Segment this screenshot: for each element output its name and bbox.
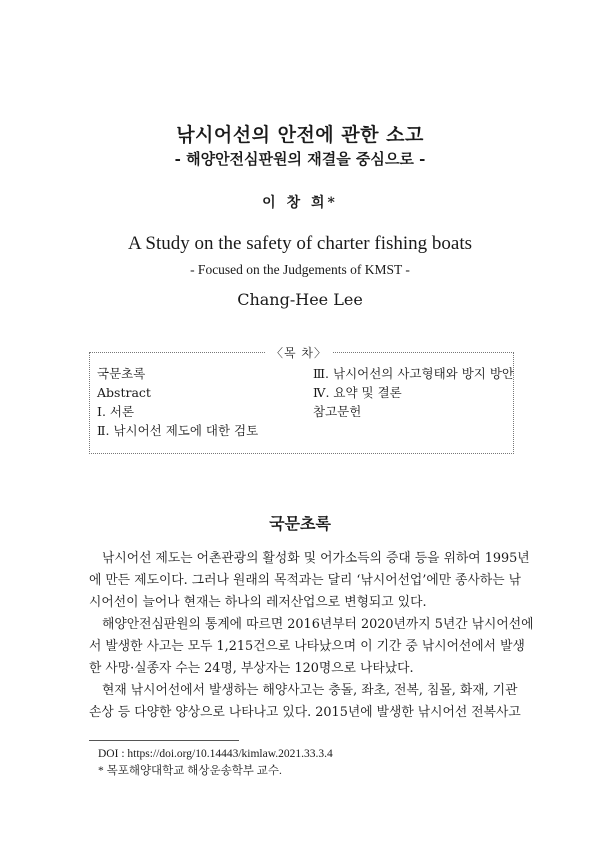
toc-item: Abstract (97, 385, 151, 400)
toc-border (89, 352, 265, 353)
author-affiliation-footnote: * 목포해양대학교 해상운송학부 교수. (98, 765, 282, 777)
toc-column-right (313, 364, 514, 421)
text-line: 시어선이 늘어나 현재는 하나의 레저산업으로 변형되고 있다. (89, 595, 427, 610)
toc-border (89, 352, 90, 454)
footnotes (98, 746, 333, 780)
author-name-korean: 이 창 희* (262, 195, 338, 211)
paper-subtitle-english: - Focused on the Judgements of KMST - (190, 262, 410, 277)
toc-column-left (97, 364, 258, 440)
text-line: 손상 등 다양한 양상으로 나타나고 있다. 2015년에 발생한 낚시어선 전복사고 (89, 705, 521, 720)
paper-title-english: A Study on the safety of charter fishing boats (127, 233, 473, 254)
paper-subtitle-korean: - 해양안전심판원의 재결을 중심으로 - (174, 150, 426, 168)
text-line: 해양안전심판원의 통계에 따르면 2016년부터 2020년까지 5년간 낚시어선에 (102, 617, 534, 632)
paper-title-korean: 낚시어선의 안전에 관한 소고 (176, 124, 424, 146)
toc-item: 국문초록 (97, 366, 146, 381)
toc-item: Ⅳ. 요약 및 결론 (313, 385, 402, 400)
paragraph (89, 680, 521, 724)
toc-item: 참고문헌 (313, 404, 362, 419)
text-line: 에 만든 제도이다. 그러나 원래의 목적과는 달리 ‘낚시어선업’에만 종사하는 낚 (89, 573, 522, 588)
toc-border (333, 352, 514, 353)
footnote-divider (89, 740, 239, 741)
abstract-body (89, 548, 534, 724)
toc-border (89, 453, 514, 454)
table-of-contents (89, 346, 514, 454)
paragraph (89, 614, 534, 680)
text-line: 현재 낚시어선에서 발생하는 해양사고는 충돌, 좌초, 전복, 침몰, 화재, 기관 (102, 683, 518, 698)
text-line: 낚시어선 제도는 어촌관광의 활성화 및 어가소득의 증대 등을 위하여 1995년 (102, 551, 530, 566)
paragraph (89, 548, 530, 614)
author-name-english: Chang-Hee Lee (237, 290, 363, 309)
toc-item: Ⅲ. 낚시어선의 사고형태와 방지 방안 (313, 366, 514, 381)
toc-heading: 〈목 차〉 (271, 346, 327, 360)
text-line: 한 사망·실종자 수는 24명, 부상자는 120명으로 나타났다. (89, 661, 414, 676)
doi-footnote: DOI : https://doi.org/10.14443/kimlaw.2021.33.3.4 (98, 748, 333, 760)
toc-item: Ⅱ. 낚시어선 제도에 대한 검토 (97, 423, 259, 438)
toc-item: Ⅰ. 서론 (97, 404, 135, 419)
section-heading: 국문초록 (269, 514, 331, 533)
text-line: 서 발생한 사고는 모두 1,215건으로 나타났으며 이 기간 중 낚시어선에서 발생 (89, 639, 525, 654)
